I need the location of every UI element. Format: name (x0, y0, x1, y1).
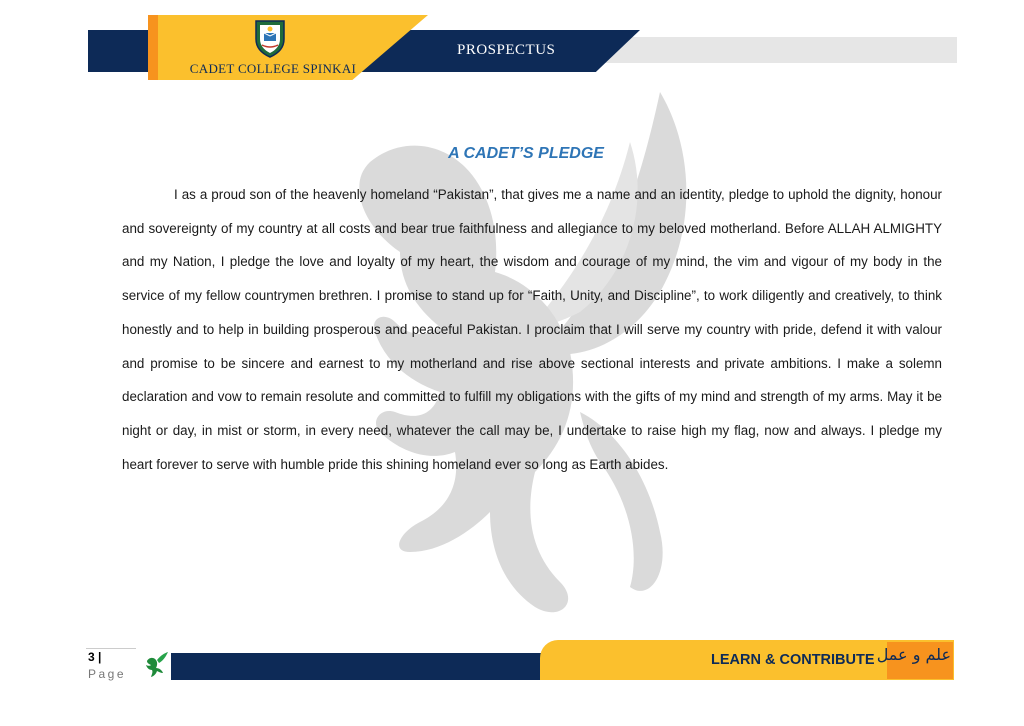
pledge-title: A CADET’S PLEDGE (448, 145, 604, 162)
header-grey-band (600, 37, 957, 63)
urdu-motto: علم و عمل (876, 645, 951, 664)
page-number-rule (86, 648, 136, 649)
pledge-body: I as a proud son of the heavenly homeland “Pakistan”, that gives me a name and an identity, pledge to uphold the dignity, honour and sovereignty of my country at all costs and bear true faithfulness and allegiance to my beloved motherland. Before ALLAH ALMIGHTY and my Nation, I pledge the love and loyalty of my heart, the wisdom and courage of my mind, the vim and vigour of my body in the service of my fellow countrymen brethren. I promise to stand up for “Faith, Unity, and Discipline”, to work diligently and creatively, to think honestly and to help in building prosperous and peaceful Pakistan. I proclaim that I will serve my country with pride, defend it with valour and promise to be sincere and earnest to my motherland and rise above sectional interests and private ambitions. I make a solemn declaration and vow to remain resolute and committed to fulfill my obligations with the gifts of my mind and strength of my arms. May it be night or day, in mist or storm, in every need, whatever the call may be, I undertake to raise high my flag, now and always. I pledge my heart forever to serve with humble pride this shining homeland ever so long as Earth abides. (122, 187, 942, 472)
footer-navy-band (171, 653, 571, 680)
page-label: Page (88, 667, 127, 681)
page-number: 3 | (88, 650, 102, 664)
footer-motto: LEARN & CONTRIBUTE (711, 652, 875, 668)
pegasus-logo-icon (143, 651, 169, 679)
section-title: PROSPECTUS (457, 42, 556, 58)
header-left-block (88, 30, 148, 72)
college-crest-icon (252, 17, 288, 59)
college-name: CADET COLLEGE SPINKAI (189, 61, 357, 76)
